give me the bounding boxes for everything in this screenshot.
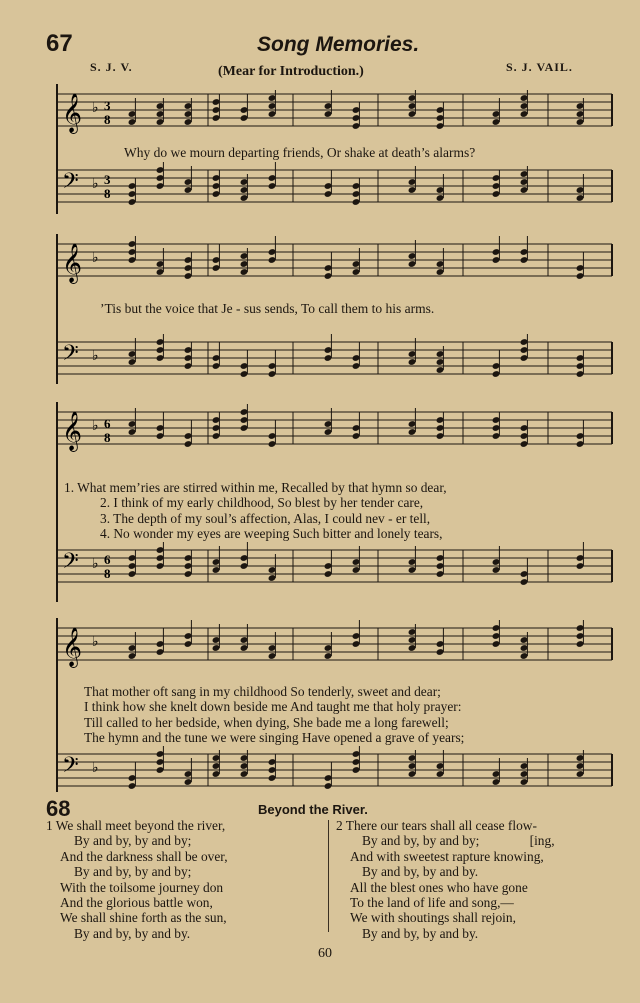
svg-text:𝄞: 𝄞 — [62, 93, 83, 133]
svg-text:8: 8 — [104, 112, 111, 127]
svg-text:𝄞: 𝄞 — [62, 627, 83, 667]
hymn-title-67: Song Memories. — [257, 33, 420, 56]
svg-text:♭: ♭ — [92, 100, 99, 116]
stanza-line: 4. No wonder my eyes are weeping Such bitter and lonely tears, — [100, 526, 443, 542]
verse-line: By and by, by and by; [ing, — [362, 833, 555, 849]
notation — [128, 162, 585, 206]
stanza-line: 3. The depth of my soul’s affection, Alas, I could nev - er tell, — [100, 510, 431, 526]
svg-text:3: 3 — [104, 98, 111, 113]
verse-line: We with shoutings shall rejoin, — [350, 910, 516, 926]
svg-text:6: 6 — [104, 416, 111, 431]
svg-text:♭: ♭ — [92, 348, 99, 364]
bass-staff — [58, 746, 614, 796]
svg-text:𝄢: 𝄢 — [62, 753, 79, 783]
tempo-direction: (Mear for Introduction.) — [218, 64, 364, 79]
svg-text:6: 6 — [104, 552, 111, 567]
svg-text:𝄢: 𝄢 — [62, 549, 79, 579]
hymn-number-67: 67 — [46, 30, 73, 57]
stanza-line: 1. What mem’ries are stirred within me, Recalled by that hymn so dear, — [64, 480, 447, 495]
notation — [128, 404, 585, 448]
stanza-block-b — [84, 684, 464, 746]
page-number: 60 — [318, 946, 332, 961]
svg-text:8: 8 — [104, 566, 111, 581]
verse-line: To the land of life and song,— — [350, 895, 514, 911]
verse-line: By and by, by and by. — [362, 925, 479, 941]
stanza-block-a — [64, 480, 447, 542]
hymn-number-68: 68 — [46, 796, 71, 821]
svg-text:𝄞: 𝄞 — [62, 243, 83, 283]
column-divider — [328, 820, 329, 932]
svg-text:𝄢: 𝄢 — [62, 341, 79, 371]
stanza-line: Till called to her bedside, when dying, She bade me a long farewell; — [84, 714, 449, 730]
verse-line: With the toilsome journey don — [60, 879, 224, 895]
bass-staff — [58, 330, 614, 388]
notation — [128, 746, 585, 790]
svg-text:♭: ♭ — [92, 418, 99, 434]
verse-line: 2 There our tears shall all cease flow- — [336, 818, 537, 833]
svg-text:𝄞: 𝄞 — [62, 411, 83, 451]
lyricist-credit: S. J. V. — [90, 60, 133, 74]
treble-staff — [58, 618, 614, 676]
lyrics-line-1: Why do we mourn departing friends, Or shake at death’s alarms? — [124, 145, 476, 160]
notation — [128, 236, 585, 280]
notation — [128, 620, 585, 660]
verse-line: By and by, by and by. — [74, 925, 191, 941]
verse-line: And with sweetest rapture knowing, — [350, 848, 544, 864]
svg-text:♭: ♭ — [92, 176, 99, 192]
verse-line: By and by, by and by; — [74, 864, 192, 880]
svg-text:♭: ♭ — [92, 250, 99, 266]
composer-credit: S. J. VAIL. — [506, 60, 573, 74]
stanza-line: The hymn and the tune we were singing Have opened a grave of years; — [84, 730, 465, 746]
verse-line: By and by, by and by; — [74, 833, 192, 849]
svg-text:♭: ♭ — [92, 556, 99, 572]
treble-staff — [58, 402, 614, 460]
stanza-line: That mother oft sang in my childhood So tenderly, sweet and dear; — [84, 684, 441, 699]
verse-line: We shall shine forth as the sun, — [60, 910, 227, 926]
verse-line: All the blest ones who have gone — [350, 879, 528, 895]
stanza-line: I think how she knelt down beside me And taught me that holy prayer: — [84, 699, 462, 715]
svg-text:8: 8 — [104, 430, 111, 445]
svg-text:8: 8 — [104, 186, 111, 201]
svg-text:♭: ♭ — [92, 634, 99, 650]
svg-text:♭: ♭ — [92, 760, 99, 776]
verse-line: By and by, by and by. — [362, 864, 479, 880]
lyrics-line-2: ’Tis but the voice that Je - sus sends, To call them to his arms. — [100, 301, 435, 316]
treble-staff — [58, 84, 614, 142]
verse-1 — [46, 818, 228, 941]
bass-staff — [58, 542, 614, 600]
bass-staff — [58, 162, 614, 218]
stanza-line: 2. I think of my early childhood, So blest by her tender care, — [100, 495, 424, 511]
verse-2 — [336, 818, 555, 941]
verse-line: And the darkness shall be over, — [60, 848, 228, 864]
hymn-title-68: Beyond the River. — [258, 802, 368, 817]
notation — [128, 542, 585, 586]
verse-line: And the glorious battle won, — [60, 895, 213, 911]
svg-text:𝄢: 𝄢 — [62, 169, 79, 199]
verse-line: 1 We shall meet beyond the river, — [46, 818, 226, 833]
treble-staff — [58, 234, 614, 292]
notation — [128, 334, 585, 378]
svg-text:3: 3 — [104, 172, 111, 187]
